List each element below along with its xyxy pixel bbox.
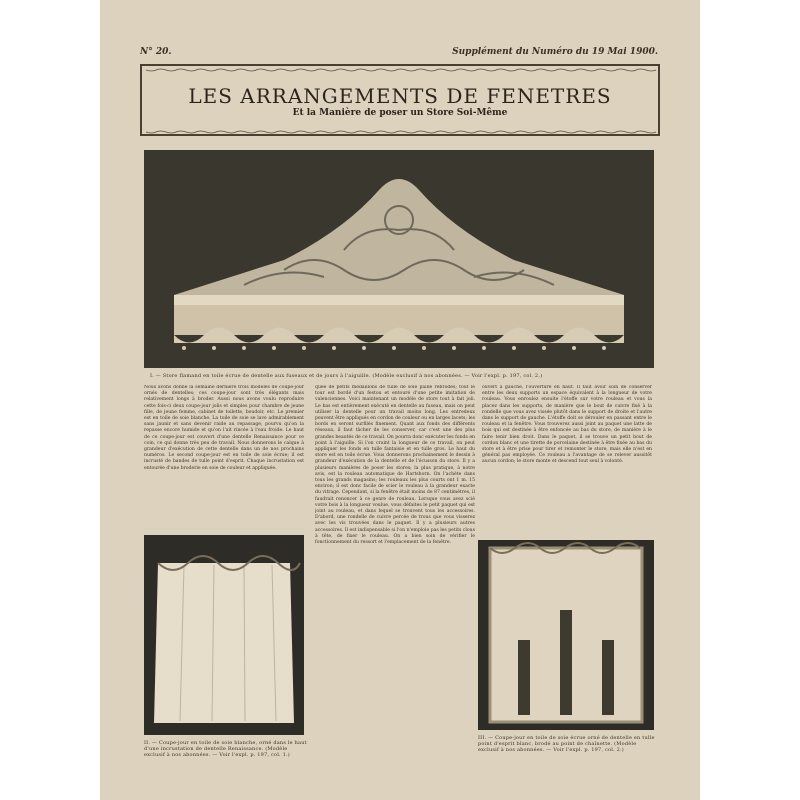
page-title: LES ARRANGEMENTS DE FENETRES [188, 84, 612, 108]
figure-1-photo [144, 150, 654, 368]
text-column-2: quée de petits médaillons de tulle de soie paille rebrodés; tout le tour est bordé d'un festou et entouré d'une petite imitation de valenciennes. Voici maintenant un modèle de store tout à fait joli. Le bas est entièrement exécuté en dentelle au fuseau, mais on peut utiliser la dentelle pour un travail moins long. Les entredeux peuvent être appliqués en cordon de couleur ou en larges lacets; les bords en seront surfilés finement. Quant aux fonds des différents réseaux, il faut tâcher de les conserver, car c'est une des plus grandes beautés de ce travail. On pourra donc exécuter les fonds en point à l'aiguille. Si l'on craint la longueur de ce travail, on peut appliquer les fonds en tulle fantaisie et en tulle gros. Le haut du store est en toile écrue. Vous donnerons prochainement le dessin à grandeur d'exécution de la dentelle et de l'écusson du store. Il y a plusieurs manières de poser les stores; la plus pratique, à notre avis, est la rouleau automatique de Hartshorn. On l'achète dans tous les grands magasins; les rouleaux les plus courts ont 1 m. 15 environ; il est donc facile de scier le rouleau à la grandeur exacte du vitrage. Cependant, si la fenêtre était moins de 87 centimètres, il faudrait renoncer à ce genre de rouleau. Lorsque vous avez scié votre bois à la longueur voulue, vous défaites le petit paquet qui est joint au rouleau, et dans lequel se trouvent tous les accessoires. D'abord, une rondelle de cuivre percée de trous que vous visserez avec les vis trouvées dans le paquet. Il y a plusieurs autres accessoires. Il est indispensable si l'on n'emploie pas les petits clous à tête, de fixer le rouleau. On a bien soin de vérifier le fonctionnement du ressort et l'emplacement de la fenêtre. [315, 385, 475, 546]
figure-2-caption: II. — Coupe-jour en toile de soie blanche, orné dans le haut d'une incrustation de dentelle Renaissance. (Modèle exclusif à nos abonnées. — Voir l'expl. p. 197, col. 1.) [144, 740, 307, 758]
figure-2-photo [144, 535, 304, 735]
issue-number: N° 20. [140, 47, 172, 57]
embroidered-panel-image [478, 540, 654, 730]
curtain-image [144, 535, 304, 735]
figure-3-caption: III. — Coupe-jour en toile de soie écrue orné de dentelle en tulle point d'esprit blanc, brodé au point de chaînette. (Modèle exclusif à nos abonnées. — Voir l'expl. p. 197, col. 2.) [478, 735, 655, 753]
lace-valance-image [144, 150, 654, 368]
figure-3-photo [478, 540, 654, 730]
page-subtitle: Et la Manière de poser un Store Soi-Même [292, 108, 508, 118]
figure-1-caption: I. — Store flamand en toile écrue de dentelle aux fuseaux et de jours à l'aiguille. (Modèle exclusif à nos abonnées. — Voir l'expl. p. 197, col. 2.) [150, 373, 543, 379]
magazine-page [100, 0, 700, 800]
supplement-header: Supplément du Numéro du 19 Mai 1900. [452, 47, 658, 57]
text-column-1: Nous avons donné la semaine dernière trois modèles de coupe-jour ornés de dentelles; ces coupe-jour sont très élégants mais relativement longs à broder. Aussi nous avons voulu reproduire cette fois-ci deux coupe-jour jolis et simples pour chambre de jeune fille, de jeune femme, cabinet de toilette, boudoir, etc. Le premier est en toile de soie blanche. La toile de soie se lave admirablement sans jaunir et sans devenir raide au repassage, pourvu qu'on la repasse encore humide et qu'on l'ait rincée à l'eau froide. Le haut de ce coupe-jour est couvert d'une dentelle Renaissance pour ce coin, ce qui donne très peu de travail. Nous donnerons le calque à grandeur d'exécution de cette dentelle dans un de nos prochains numéros. Le second coupe-jour est en toile de soie écrue; il est incrusté de bandes de tulle point d'esprit. Chaque incrustation est entourée d'une broderie en soie de couleur et appliquée. [144, 385, 304, 471]
text-column-3: ouvert à gauche, l'ouverture en haut. Il faut avoir soin de conserver entre les deux supports un espace équivalent à la longueur de votre rouleau. Vous enroulez ensuite l'étoffe sur votre rouleau et vous la placez dans les supports, de manière que le bout de cuivre fixé à la rondelle que vous avez vissée plutôt dans le support de droite et l'autre dans le support de gauche. L'étoffe doit se dérouler en passant entre le rouleau et la fenêtre. Vous trouverez aussi joint au paquet une latte de bois qui est destinée à être enfoncée au bas du store, de manière à le faire tenir bien droit. Dans le paquet, il se trouve un petit bout de cordon blanc et une tirette de porcelaine destinée à être fixée au bas du store et à être prise pour tirer et remonter le store, mais elle n'est en général pas employée. Ce rouleau a l'avantage de se relever aussitôt aucun cordon; le store monte et descend tout seul à volonté. [482, 385, 652, 465]
